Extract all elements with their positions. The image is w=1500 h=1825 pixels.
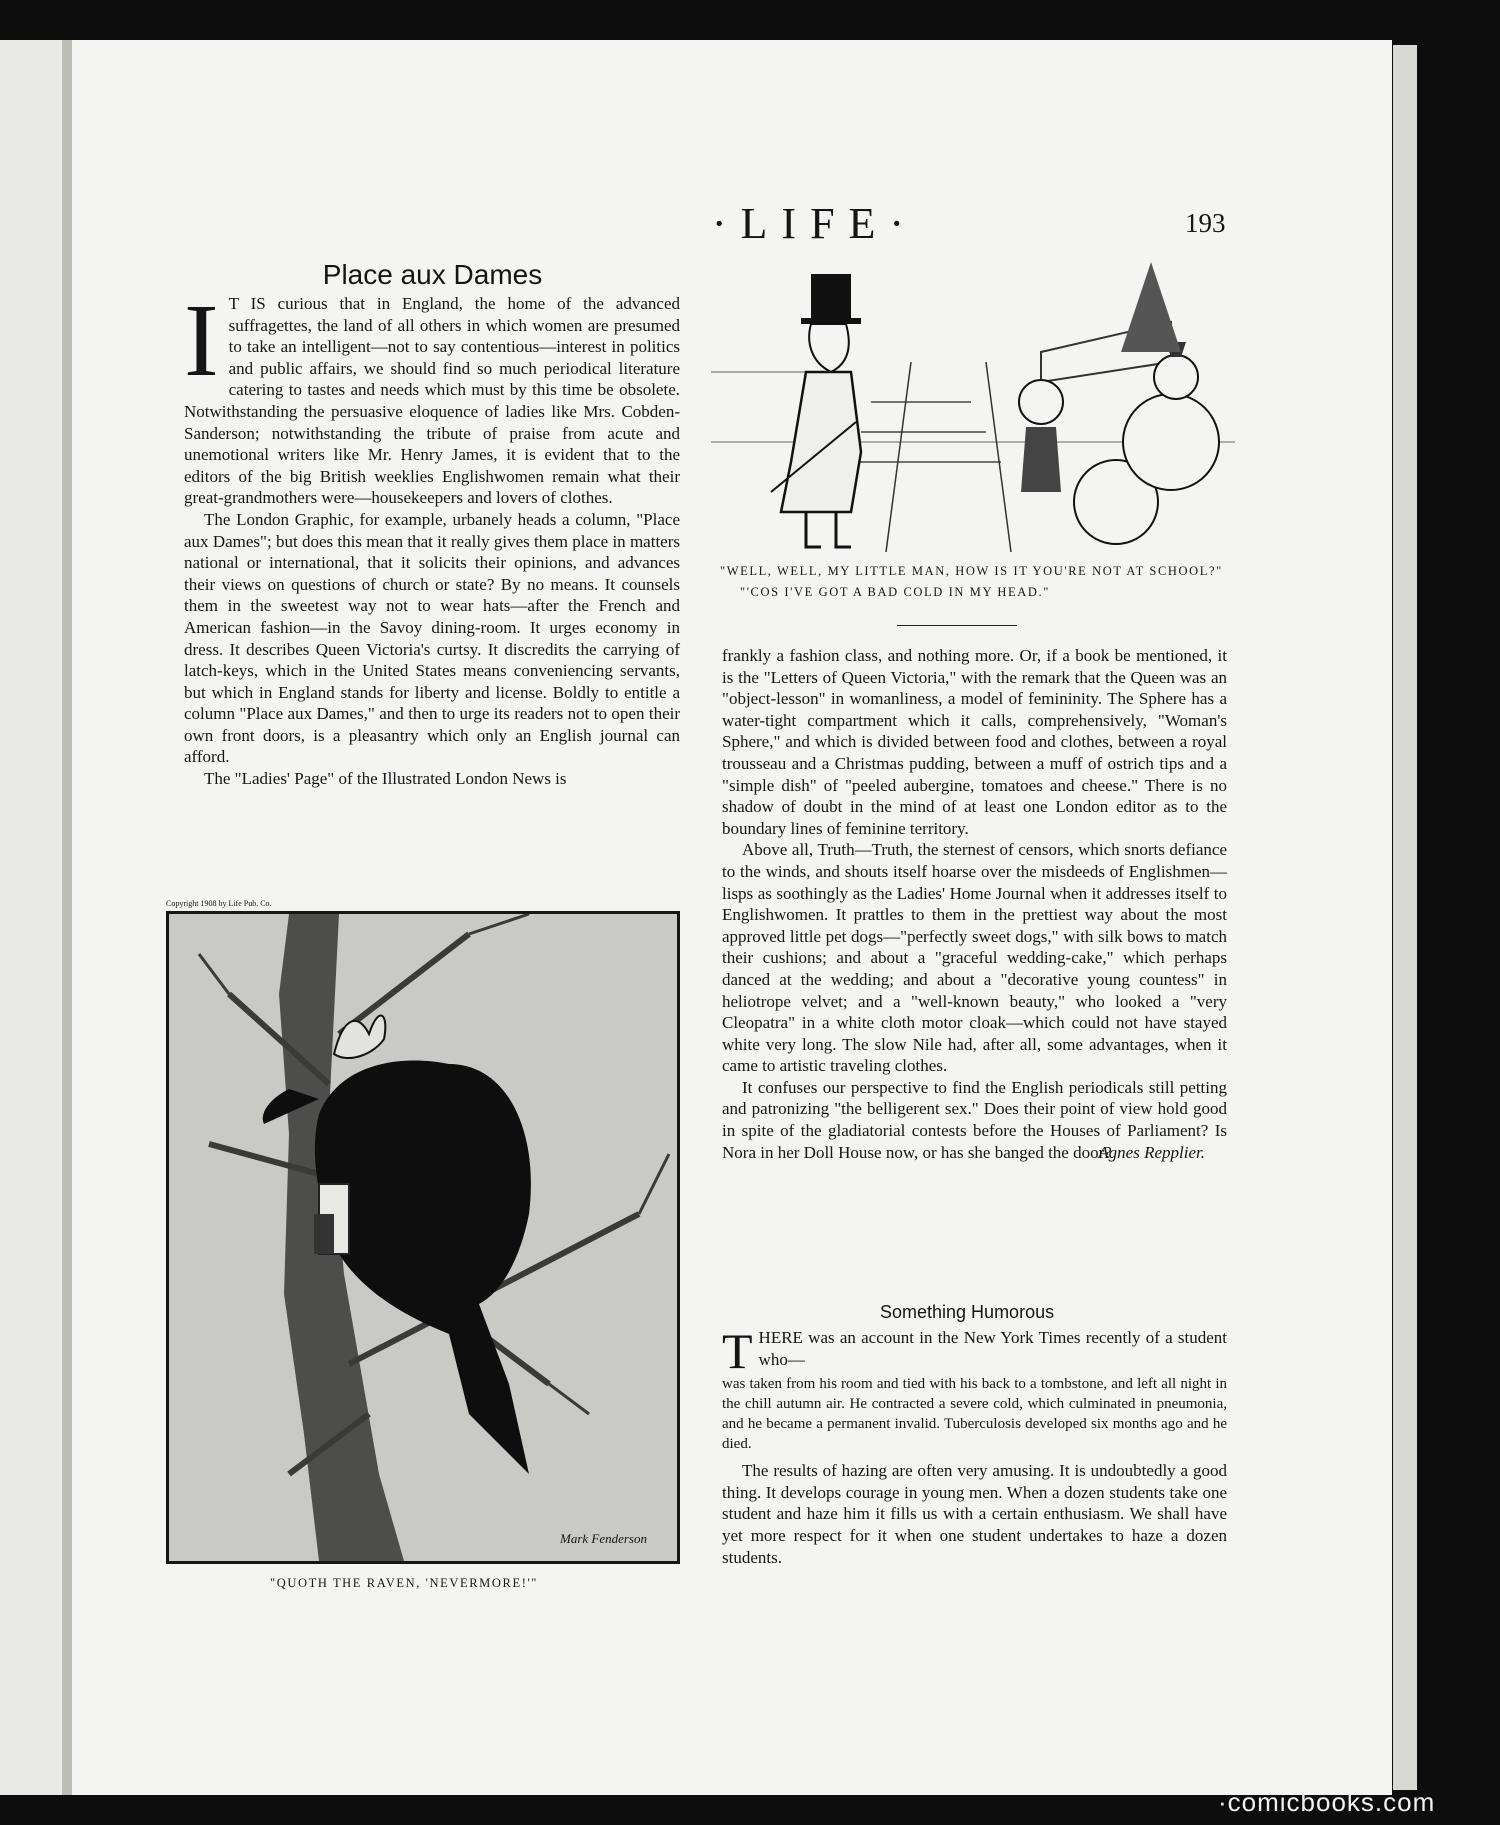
article-paragraph: Above all, Truth—Truth, the sternest of censors, which snorts defiance to the winds, and shouts itself hoarse over the misdeeds of Englishmen—lisps as soothingly as the Ladies' Home Journal when it addresses itself to Englishwomen. It prattles to them in the prettiest way about the most approved little pet dogs—"perfectly sweet dogs," with silk bows to match their cushions; and about a "graceful wedding-cake," which perhaps danced at the wedding; and about a "decorative young countess" in heliotrope velvet; and a "well-known beauty," who looked a "very Cleopatra" in a white cloth motor cloak—which could not have stayed white very long. The slow Nile had, after all, some advantages, when it came to artistic traveling clothes. [722,840,1227,1076]
drop-cap: T [722,1323,753,1379]
masthead: ·LIFE· [711,199,919,248]
article-title: Place aux Dames [322,259,543,290]
scan-edge [1393,45,1417,1790]
article-left-column [184,283,680,790]
page-gutter [62,40,72,1795]
humor-lead: HERE was an account in the New York Times recently of a student who— [758,1328,1227,1369]
caption-line: "'COS I'VE GOT A BAD COLD IN MY HEAD." [740,585,1050,599]
article-right-column [722,645,1227,1164]
article-paragraph: T IS curious that in England, the home of the advanced suffragettes, the land of all others in which women are presumed to take an intelligent—not to say contentious—interest in politics and public affairs, we should find so much periodical literature catering to tastes and needs which must by this time be obsolete. Notwithstanding the persuasive eloquence of ladies like Mrs. Cobden-Sanderson; notwithstanding the tribute of praise from acute and unemotional writers like Mr. Henry James, it is evident that to the editors of the big British weeklies Englishwomen remain what their great-grandmothers were—housekeepers and lovers of clothes. [184,294,680,508]
previous-page-edge [0,40,62,1795]
street-cartoon-caption [720,561,1230,603]
article-paragraph: The "Ladies' Page" of the Illustrated London News is [204,769,567,789]
copyright-notice: Copyright 1908 by Life Pub. Co. [166,899,272,908]
humor-paragraph: The results of hazing are often very amusing. It is undoubtedly a good thing. It develops courage in young men. When a dozen students take one student and haze him it fills us with a certain enthusiasm. We shall have yet more respect for it when one student undertakes to haze a dozen students. [722,1461,1227,1567]
raven-caption: "QUOTH THE RAVEN, 'NEVERMORE!'" [270,1576,539,1590]
subarticle-title: Something Humorous [880,1302,1055,1322]
old-man-and-boy-illustration [711,262,1235,556]
raven-illustration [169,914,677,1561]
drop-cap: I [184,283,219,398]
watermark: ·comicbooks.com [1218,1787,1436,1817]
caption-line: "WELL, WELL, MY LITTLE MAN, HOW IS IT YOU'RE NOT AT SCHOOL?" [720,564,1223,578]
humor-column [722,1323,1227,1568]
article-paragraph: It confuses our perspective to find the English periodicals still petting and patronizing "the belligerent sex." Does their point of view hold good in spite of the gladiatorial contests before the Houses of Parliament? Is Nora in her Doll House now, or has she banged the door? [722,1077,1227,1162]
article-paragraph: The London Graphic, for example, urbanely heads a column, "Place aux Dames"; but does this mean that it really gives them place in matters national or international, that it solicits their opinions, and advances their views on questions of church or state? By no means. It counsels them in the sweetest way not to wear hats—after the French and American fashion—in the Savoy dining-room. It urges economy in dress. It describes Queen Victoria's curtsy. It discredits the carrying of latch-keys, which in the United States means conveniencing servants, but which in England stands for liberty and license. Boldly to entitle a column "Place aux Dames," and then to urge its readers not to open their own front doors, is a pleasantry which only an English journal can afford. [184,509,680,767]
column-divider [897,625,1017,626]
page-number: 193 [1185,208,1226,238]
article-paragraph: frankly a fashion class, and nothing more. Or, if a book be mentioned, it is the "Letters of Queen Victoria," with the remark that the Queen was an "object-lesson" in womanliness, a model of femininity. The Sphere has a water-tight compartment which it calls, comprehensively, "Woman's Sphere," and which is divided between food and clothes, between a royal trousseau and a Christmas pudding, between a muff of ostrich tips and a "simple dish" of "peeled aubergine, tomatoes and cheese." There is no shadow of doubt in the mind of at least one London editor as to the boundary lines of feminine territory. [722,646,1227,838]
raven-cartoon [166,911,680,1564]
street-cartoon [711,262,1235,556]
article-author: Agnes Repplier. [1098,1143,1205,1163]
humor-quote: was taken from his room and tied with his back to a tombstone, and left all night in the chill autumn air. He contracted a severe cold, which culminated in pneumonia, and he became a permanent invalid. Tuberculosis developed six months ago and he died. [722,1376,1227,1453]
artist-signature: Mark Fenderson [559,1531,647,1546]
